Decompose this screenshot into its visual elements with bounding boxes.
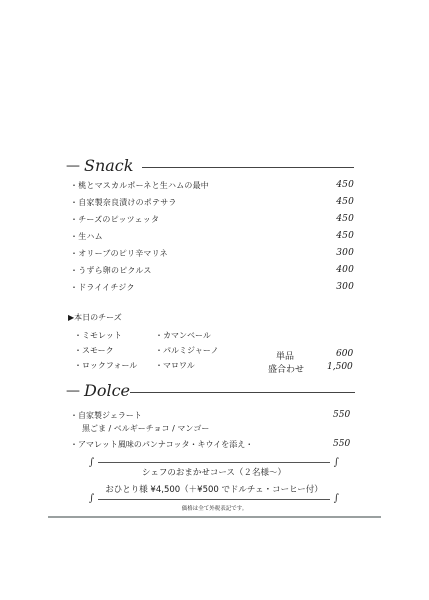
cheese-single-label: 単品: [276, 352, 295, 362]
menu-item-row: [70, 231, 354, 242]
menu-item-row: [70, 282, 354, 293]
frame-curl-icon: ∫: [333, 493, 339, 504]
snack-heading: [66, 156, 133, 175]
menu-item-price: 300: [336, 282, 354, 292]
dolce-item-name: ・自家製ジェラート: [70, 411, 142, 420]
snack-title: Snack: [84, 156, 134, 175]
menu-item-price: 450: [336, 180, 354, 190]
menu-item-price: 300: [336, 248, 354, 258]
menu-item-name: ・うずら卵のピクルス: [70, 266, 152, 275]
course-price: おひとり様 ¥4,500（＋¥500 でドルチェ・コーヒー付）: [105, 485, 323, 495]
dolce-rule: [130, 392, 355, 393]
cheese-combo-price: 1,500: [327, 362, 353, 372]
menu-item-price: 450: [336, 231, 354, 241]
heading-dash: —: [66, 382, 80, 399]
page-bottom-rule: [48, 516, 381, 518]
cheese-item: ・ロックフォール: [74, 361, 138, 370]
frame-curl-icon: ∫: [333, 457, 339, 468]
menu-item-row: [70, 214, 354, 225]
cheese-item: ・カマンベール: [155, 331, 211, 340]
course-title: シェフのおまかせコース（２名様～）: [142, 468, 286, 478]
heading-dash: —: [66, 157, 80, 174]
menu-item-row: [70, 265, 354, 276]
menu-item-name: ・チーズのピッツェッタ: [70, 215, 160, 224]
menu-item-name: ・桃とマスカルポーネと生ハムの最中: [70, 181, 209, 190]
cheese-item: ・パルミジャーノ: [155, 346, 219, 355]
course-frame: [89, 457, 339, 504]
frame-bottom-line: [98, 499, 330, 500]
dolce-item-sub: 黒ごま / ベルギーチョコ / マンゴー: [82, 424, 210, 433]
cheese-heading: ▶本日のチーズ: [68, 313, 122, 322]
dolce-item-price: 550: [333, 410, 351, 420]
menu-item-row: [70, 180, 354, 191]
frame-top-line: [98, 462, 330, 463]
menu-item-name: ・自家製奈良漬けのポテサラ: [70, 198, 177, 207]
dolce-item-price: 550: [333, 439, 351, 449]
menu-item-row: [70, 248, 354, 259]
cheese-item: ・マロワル: [155, 361, 195, 370]
menu-item-name: ・生ハム: [70, 232, 103, 241]
menu-item-row: [70, 197, 354, 208]
tax-footnote: 価格は全て外税表記です。: [181, 506, 248, 512]
menu-item-price: 400: [336, 265, 354, 275]
dolce-title: Dolce: [84, 381, 131, 400]
cheese-single-price: 600: [336, 349, 354, 359]
dolce-heading: [66, 381, 130, 400]
menu-item-name: ・ドライイチジク: [70, 283, 135, 292]
menu-item-price: 450: [336, 214, 354, 224]
cheese-item: ・ミモレット: [74, 331, 122, 340]
menu-item-price: 450: [336, 197, 354, 207]
cheese-item: ・スモーク: [74, 346, 114, 355]
frame-curl-icon: ∫: [89, 457, 95, 468]
snack-rule: [142, 167, 354, 168]
menu-item-name: ・オリーブのピリ辛マリネ: [70, 249, 168, 258]
dolce-item-name: ・アマレット風味のパンナコッタ・キウイを添え・: [70, 440, 254, 449]
cheese-combo-label: 盛合わせ: [268, 365, 305, 375]
frame-curl-icon: ∫: [89, 493, 95, 504]
